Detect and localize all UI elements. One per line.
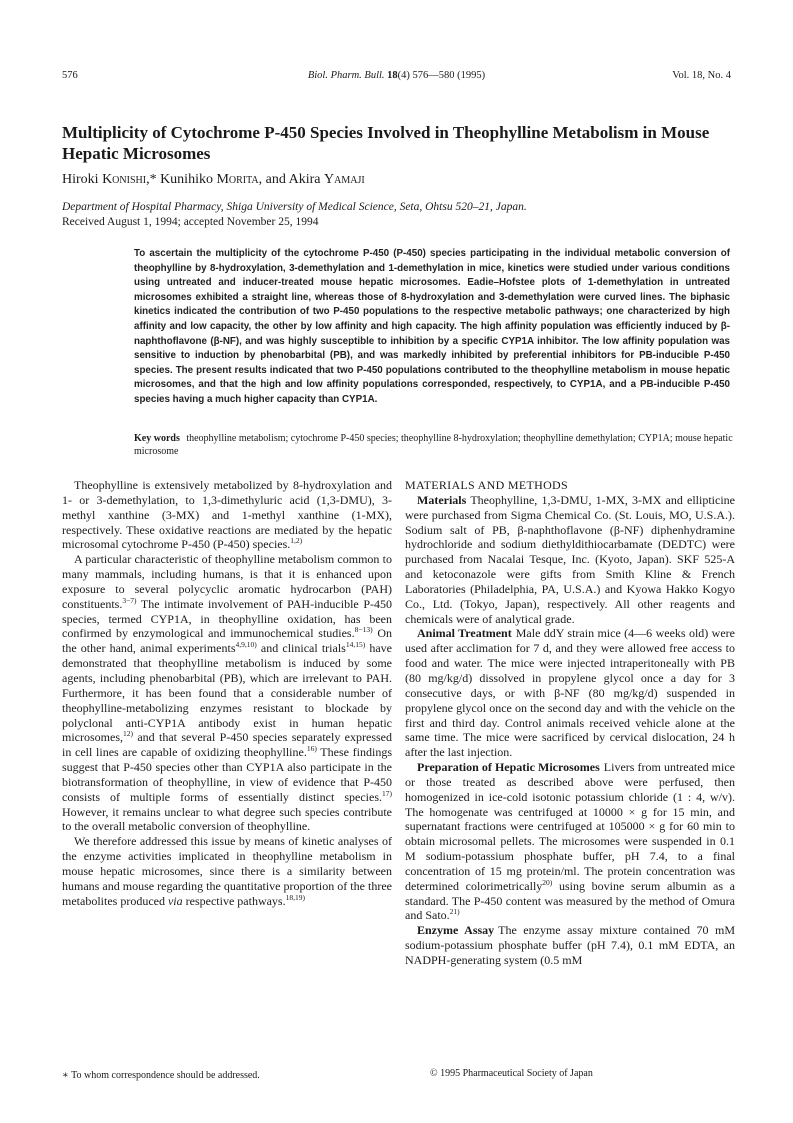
author-2-given: Kunihiko xyxy=(160,172,217,187)
materials-paragraph: Materials Theophylline, 1,3-DMU, 1-MX, 3-MX and ellipticine were purchased from Sigma Chemical Co. (St. Louis, MO, U.S.A.). Sodium salt of PB, β-naphthoflavone (β-NF) diphenhydramine hydrochloride and sodium diethyldithiocarbamate (DEDTC) were purchased from Nacalai Tesque, Inc. (Kyoto, Japan). SKF 525-A and ketoconazole were gifts from Smith Kline & French Laboratories (Philadelphia, PA, U.S.A.) and Kyowa Hakko Kogyo Co., Ltd. (Tokyo, Japan), respectively. All other reagents and chemicals were of analytical grade. xyxy=(405,492,735,626)
journal-citation-rest: (4) 576—580 (1995) xyxy=(397,70,486,81)
affiliation: Department of Hospital Pharmacy, Shiga University of Medical Science, Seta, Ohtsu 520–21, Japan. xyxy=(62,201,527,213)
page-number: 576 xyxy=(62,70,78,81)
abstract: To ascertain the multiplicity of the cytochrome P-450 (P-450) species participating in the individual metabolic conversion of theophylline by 8-hydroxylation, 3-demethylation and 1-demethylation in mice, kinetics were studied under various conditions using untreated and inducer-treated mouse hepatic microsomes. Eadie–Hofstee plots of 1-demethylation in untreated microsomes exhibited a straight line, whereas those of 8-hydroxylation and 3-demethylation were curved lines. The biphasic kinetics indicated the contribution of two P-450 populations to the respective metabolic pathways; one characterized by high affinity and low capacity, the other by low affinity and high capacity. The high affinity population was efficiently induced by β-naphthoflavone (β-NF), and was highly susceptible to inhibition by a specific CYP1A inhibitor. The low affinity population was sensitive to induction by phenobarbital (PB), and was markedly inhibited by preferential inhibitors for PB-inducible P-450 species. The present results indicated that two P-450 populations contributed to the theophylline metabolism in mouse hepatic microsomes, and that the high and low affinity populations corresponded, respectively, to CYP1A, and a PB-inducible P-450 species having a much higher capacity than CYP1A. xyxy=(134,248,730,405)
keywords-text: theophylline metabolism; cytochrome P-450 species; theophylline 8-hydroxylation; theophylline demethylation; CYP1A; mouse hepatic microsome xyxy=(134,433,733,457)
journal-volume: 18 xyxy=(387,70,398,81)
author-1-given: Hiroki xyxy=(62,172,103,187)
author-1-mark: ,* xyxy=(146,172,161,187)
author-3-given: Akira xyxy=(288,172,324,187)
intro-paragraph-1: Theophylline is extensively metabolized by 8-hydroxylation and 1- or 3-demethylation, to 1,3-dimethyluric acid (1,3-DMU), 3-methyl xanthine (3-MX) and 1-methyl xanthine (1-MX), respectively. These oxidative reactions are mediated by the hepatic microsomal cytochrome P-450 (P-450) species.$^{1,2)}$ xyxy=(62,478,392,552)
intro-paragraph-2: A particular characteristic of theophylline metabolism common to many mammals, including humans, is that it is enhanced upon exposure to several polycyclic aromatic hydrocarbon (PAH) constituents.$^{3-7)}$ The intimate involvement of PAH-inducible P-450 species, termed CYP1A, in theophylline oxidation, has been confirmed by enzymological and immunochemical studies.$^{8-13)}$ On the other hand, animal experiments$^{4,9,10)}$ and clinical trials$^{14,15)}$ have demonstrated that theophylline metabolism is induced by some agents, including phenobarbital (PB), which are irrelevant to PAH. Furthermore, it has been found that a considerable number of theophylline-metabolizing enzymes resistant to blockade by polyclonal anti-CYP1A antibody exist in human hepatic microsomes,$^{12)}$ and that several P-450 species separately expressed in cell lines are capable of oxidizing theophylline.$^{16)}$ These findings suggest that P-450 species other than CYP1A also participate in the biotransformation of theophylline, in view of evidence that P-450 consists of multiple forms of essentially distinct species.$^{17)}$ However, it remains unclear to what degree such species contribute to the overall metabolic conversion of theophylline. xyxy=(62,552,392,834)
volume-issue: Vol. 18, No. 4 xyxy=(672,70,731,81)
left-column xyxy=(62,478,392,908)
author-list xyxy=(62,172,732,188)
animal-treatment-paragraph: Animal Treatment Male ddY strain mice (4—6 weeks old) were used after acclimation for 7 d, and they were allowed free access to food and water. The mice were injected intraperitoneally with PB (80 mg/kg/d) dissolved in propylene glycol once a day for 3 consecutive days, or with β-NF (80 mg/kg/d) suspended in propylene glycol once on the second day and with the vehicle on the first and third day. Control animals received vehicle alone at the same time. The mice were sacrificed by cervical dislocation, 24 h after the last injection. xyxy=(405,626,735,760)
keywords xyxy=(134,432,734,458)
running-head xyxy=(62,70,731,86)
correspondence-footnote: ∗ To whom correspondence should be addressed. xyxy=(62,1070,260,1081)
journal-name: Biol. Pharm. Bull. xyxy=(307,70,385,81)
author-separator: , and xyxy=(258,172,289,187)
author-2-family: Morita xyxy=(216,172,259,187)
right-column xyxy=(405,478,735,968)
section-heading: MATERIALS AND METHODS xyxy=(405,478,568,492)
keywords-label: Key words xyxy=(134,433,180,444)
author-3-family: Yamaji xyxy=(324,172,365,187)
received-dates: Received August 1, 1994; accepted November 25, 1994 xyxy=(62,216,319,228)
microsomes-paragraph: Preparation of Hepatic Microsomes Livers from untreated mice or those treated as described above were perfused, then homogenized in ice-cold isotonic potassium chloride (1 : 4, w/v). The homogenate was centrifuged at 10000 × g for 15 min, and supernatant fractions were centrifuged at 105000 × g for 60 min to obtain microsomal pellets. The microsomes were suspended in 0.1 M sodium-potassium phosphate buffer, pH 7.4, to a final concentration of 15 mg protein/ml. The protein concentration was determined colorimetrically$^{20)}$ using bovine serum albumin as a standard. The P-450 content was measured by the method of Omura and Sato.$^{21)}$ xyxy=(405,760,735,923)
journal-citation xyxy=(62,70,731,81)
author-1-family: Konishi xyxy=(102,172,147,187)
intro-paragraph-3: We therefore addressed this issue by means of kinetic analyses of the enzyme activities implicated in theophylline metabolism in mouse hepatic microsomes, since there is a similarity between humans and mouse regarding the quantitative proportion of the three metabolites produced via respective pathways.$^{18,19)}$ xyxy=(62,834,392,908)
affiliation-block xyxy=(62,200,752,230)
copyright-notice: © 1995 Pharmaceutical Society of Japan xyxy=(430,1068,593,1079)
article-title: Multiplicity of Cytochrome P-450 Species Involved in Theophylline Metabolism in Mouse Hepatic Microsomes xyxy=(62,123,710,163)
enzyme-assay-paragraph: Enzyme Assay The enzyme assay mixture contained 70 mM sodium-potassium phosphate buffer (pH 7.4), 0.1 mM EDTA, an NADPH-generating system (0.5 mM xyxy=(405,923,735,967)
